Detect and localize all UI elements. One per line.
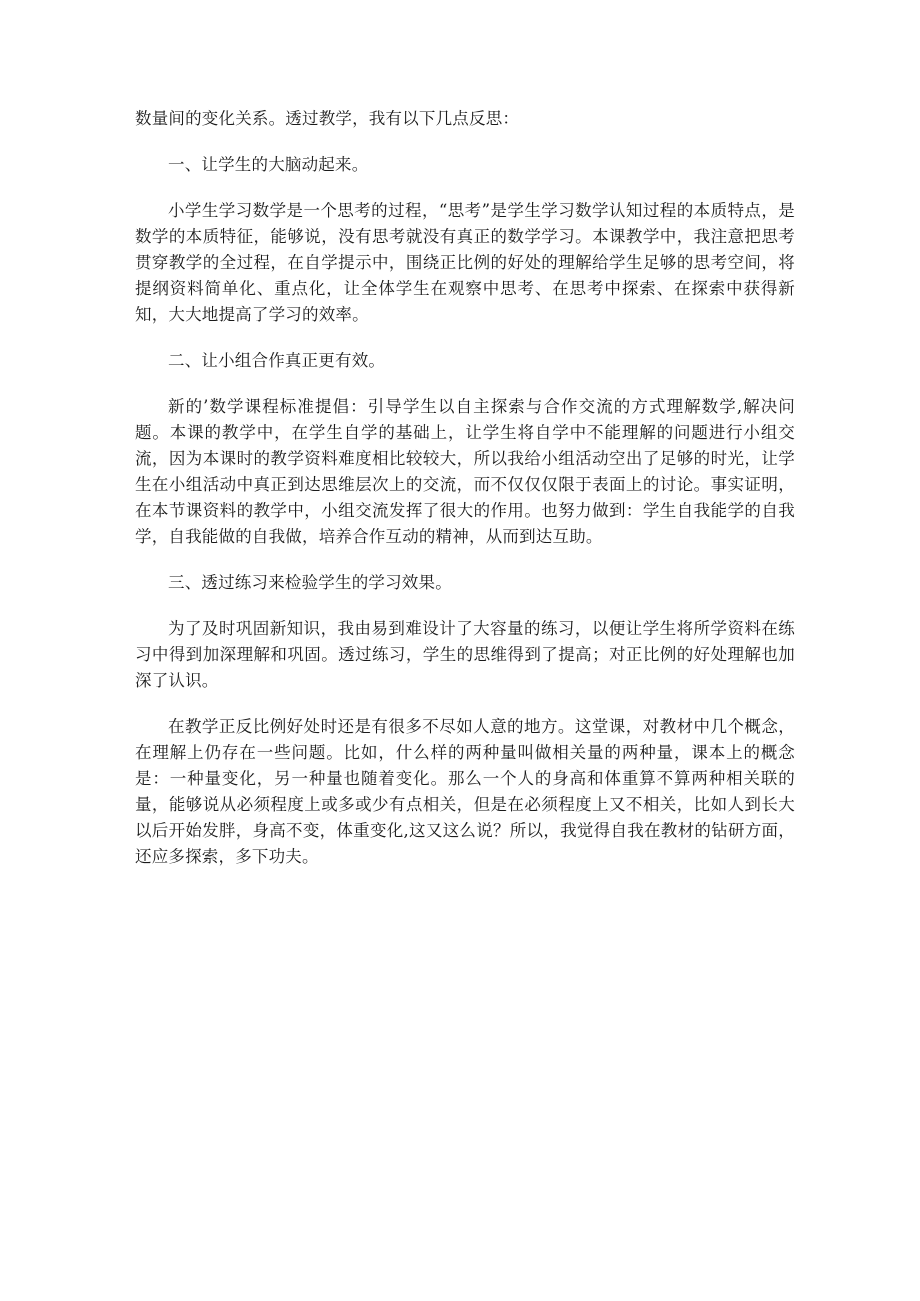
section-body-1: 小学生学习数学是一个思考的过程，“思考”是学生学习数学认知过程的本质特点，是数学的本质特征，能够说，没有思考就没有真正的数学学习。本课教学中，我注意把思考贯穿教学的全过程，在自学提示中，围绕正比例的好处的理解给学生足够的思考空间，将提纲资料简单化、重点化，让全体学生在观察中思考、在思考中探索、在探索中获得新知，大大地提高了学习的效率。 [135,201,795,324]
intro-paragraph: 数量间的变化关系。透过教学，我有以下几点反思： [135,109,520,128]
section-heading-1: 一、让学生的大脑动起来。 [168,155,369,174]
section-heading-3: 三、透过练习来检验学生的学习效果。 [168,573,452,592]
section-body-3: 为了及时巩固新知识，我由易到难设计了大容量的练习，以便让学生将所学资料在练习中得到加深理解和巩固。透过练习，学生的思维得到了提高；对正比例的好处理解也加深了认识。 [135,619,795,690]
closing-paragraph: 在教学正反比例好处时还是有很多不尽如人意的地方。这堂课，对教材中几个概念，在理解上仍存在一些问题。比如，什么样的两种量叫做相关量的两种量，课本上的概念是：一种量变化，另一种量也随着变化。那么一个人的身高和体重算不算两种相关联的量，能够说从必须程度上或多或少有点相关，但是在必须程度上又不相关，比如人到长大以后开始发胖，身高不变，体重变化,这又这么说？所以，我觉得自我在教材的钻研方面，还应多探索，多下功夫。 [135,717,795,866]
document-page [135,106,795,890]
section-body-2: 新的’数学课程标准提倡：引导学生以自主探索与合作交流的方式理解数学,解决问题。本课的教学中，在学生自学的基础上，让学生将自学中不能理解的问题进行小组交流，因为本课时的教学资料难度相比较较大，所以我给小组活动空出了足够的时光，让学生在小组活动中真正到达思维层次上的交流，而不仅仅仅限于表面上的讨论。事实证明，在本节课资料的教学中，小组交流发挥了很大的作用。也努力做到：学生自我能学的自我学，自我能做的自我做，培养合作互动的精神，从而到达互助。 [135,397,795,546]
section-heading-2: 二、让小组合作真正更有效。 [168,351,386,370]
